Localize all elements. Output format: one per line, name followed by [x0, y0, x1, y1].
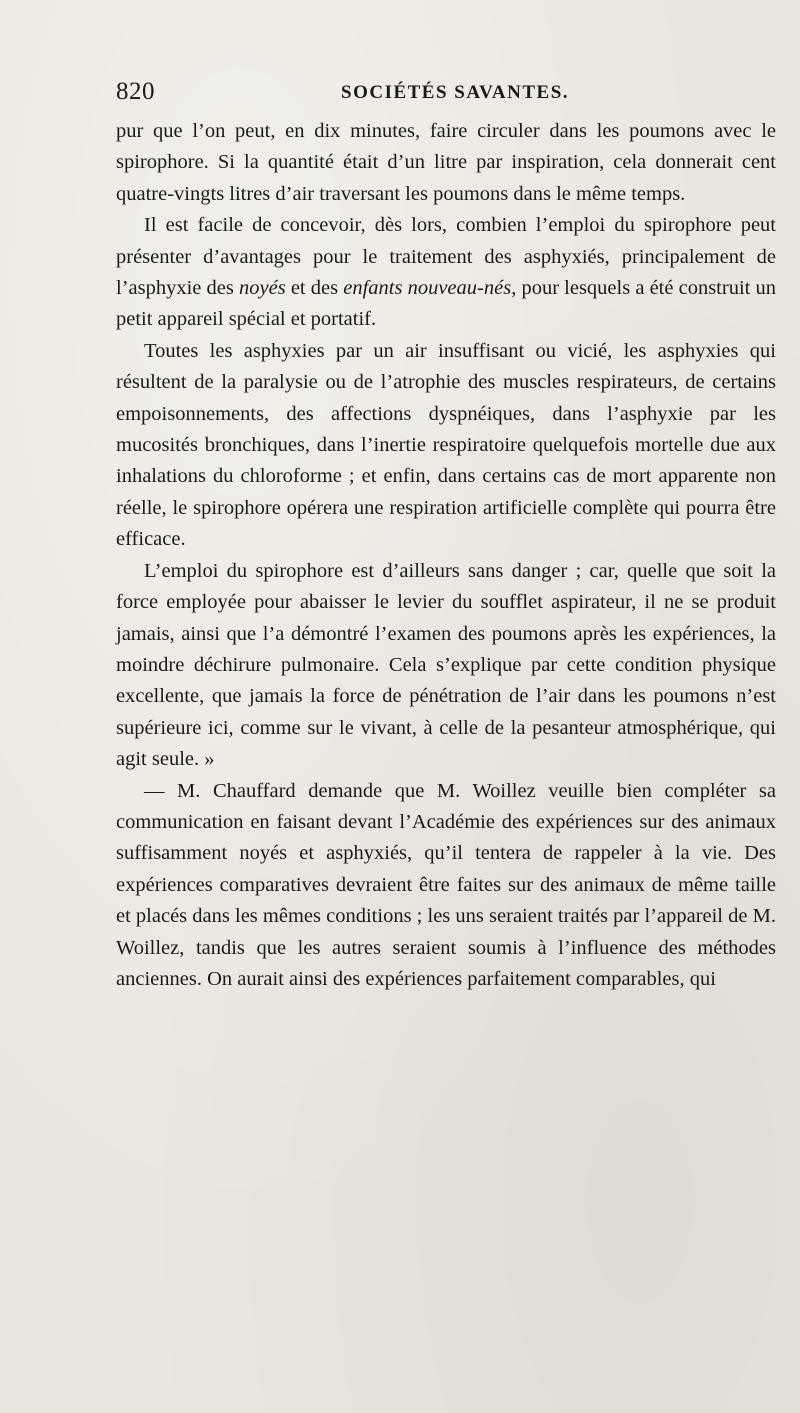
italic-enfants-nouveau-nes: enfants nouveau-nés — [343, 277, 512, 300]
paragraph-chauffard — [116, 776, 776, 996]
paragraph-1-text: pur que l’on peut, en dix minutes, faire circuler dans les poumons avec le spirophore. Si la quantité était d’un litre par inspiration, cela donnerait cent quatre-vingts litres d’air traversant les poumons dans le même temps. — [116, 120, 776, 205]
paragraph-2-text-end: , pour lesquels a été construit un petit appareil spécial et portatif. — [116, 277, 776, 331]
paragraph-continuation — [116, 116, 776, 210]
paragraph-2-text-start: Il est facile de concevoir, dès lors, combien l’emploi du spirophore peut présenter d’avantages pour le traitement des asphyxiés, principalement de l’asphyxie des — [116, 214, 776, 300]
running-head: SOCIÉTÉS SAVANTES. — [341, 82, 570, 103]
paragraph-3-text: Toutes les asphyxies par un air insuffisant ou vicié, les asphyxies qui résultent de la paralysie ou de l’atrophie des muscles respirateurs, de certains empoisonnements, des affections dyspnéiques, dans l’asphyxie par les mucosités bronchiques, dans l’inertie respiratoire quelquefois mortelle due aux inhalations du chloroforme ; et enfin, dans certains cas de mort apparente non réelle, le spirophore opérera une respiration artificielle complète qui pourra être efficace. — [116, 339, 776, 551]
paragraph-no-danger — [116, 556, 776, 776]
paragraph-5-text: — M. Chauffard demande que M. Woillez veuille bien compléter sa communication en faisant devant l’Académie des expériences sur des animaux suffisamment noyés et asphyxiés, qu’il tentera de rappeler à la vie. Des expériences comparatives devraient être faites sur des animaux de même taille et placés dans les mêmes conditions ; les uns seraient traités par l’appareil de M. Woillez, tandis que les autres seraient soumis à l’influence des méthodes anciennes. On aurait ainsi des expériences parfaitement comparables, qui — [116, 779, 776, 990]
paragraph-spirophore-advantages — [116, 210, 776, 336]
paragraph-asphyxies — [116, 336, 776, 556]
body-text — [116, 116, 776, 995]
paragraph-2-text-middle: et des — [285, 277, 344, 300]
page-header — [116, 78, 776, 108]
paragraph-4-text: L’emploi du spirophore est d’ailleurs sans danger ; car, quelle que soit la force employée pour abaisser le levier du soufflet aspirateur, il ne se produit jamais, ainsi que l’a démontré l’examen des poumons après les expériences, la moindre déchirure pulmonaire. Cela s’explique par cette condition physique excellente, que jamais la force de pénétration de l’air dans les poumons n’est supérieure ici, comme sur le vivant, à celle de la pesanteur atmosphérique, qui agit seule. » — [116, 559, 776, 771]
page-number: 820 — [116, 78, 155, 105]
italic-noyes: noyés — [239, 277, 286, 300]
